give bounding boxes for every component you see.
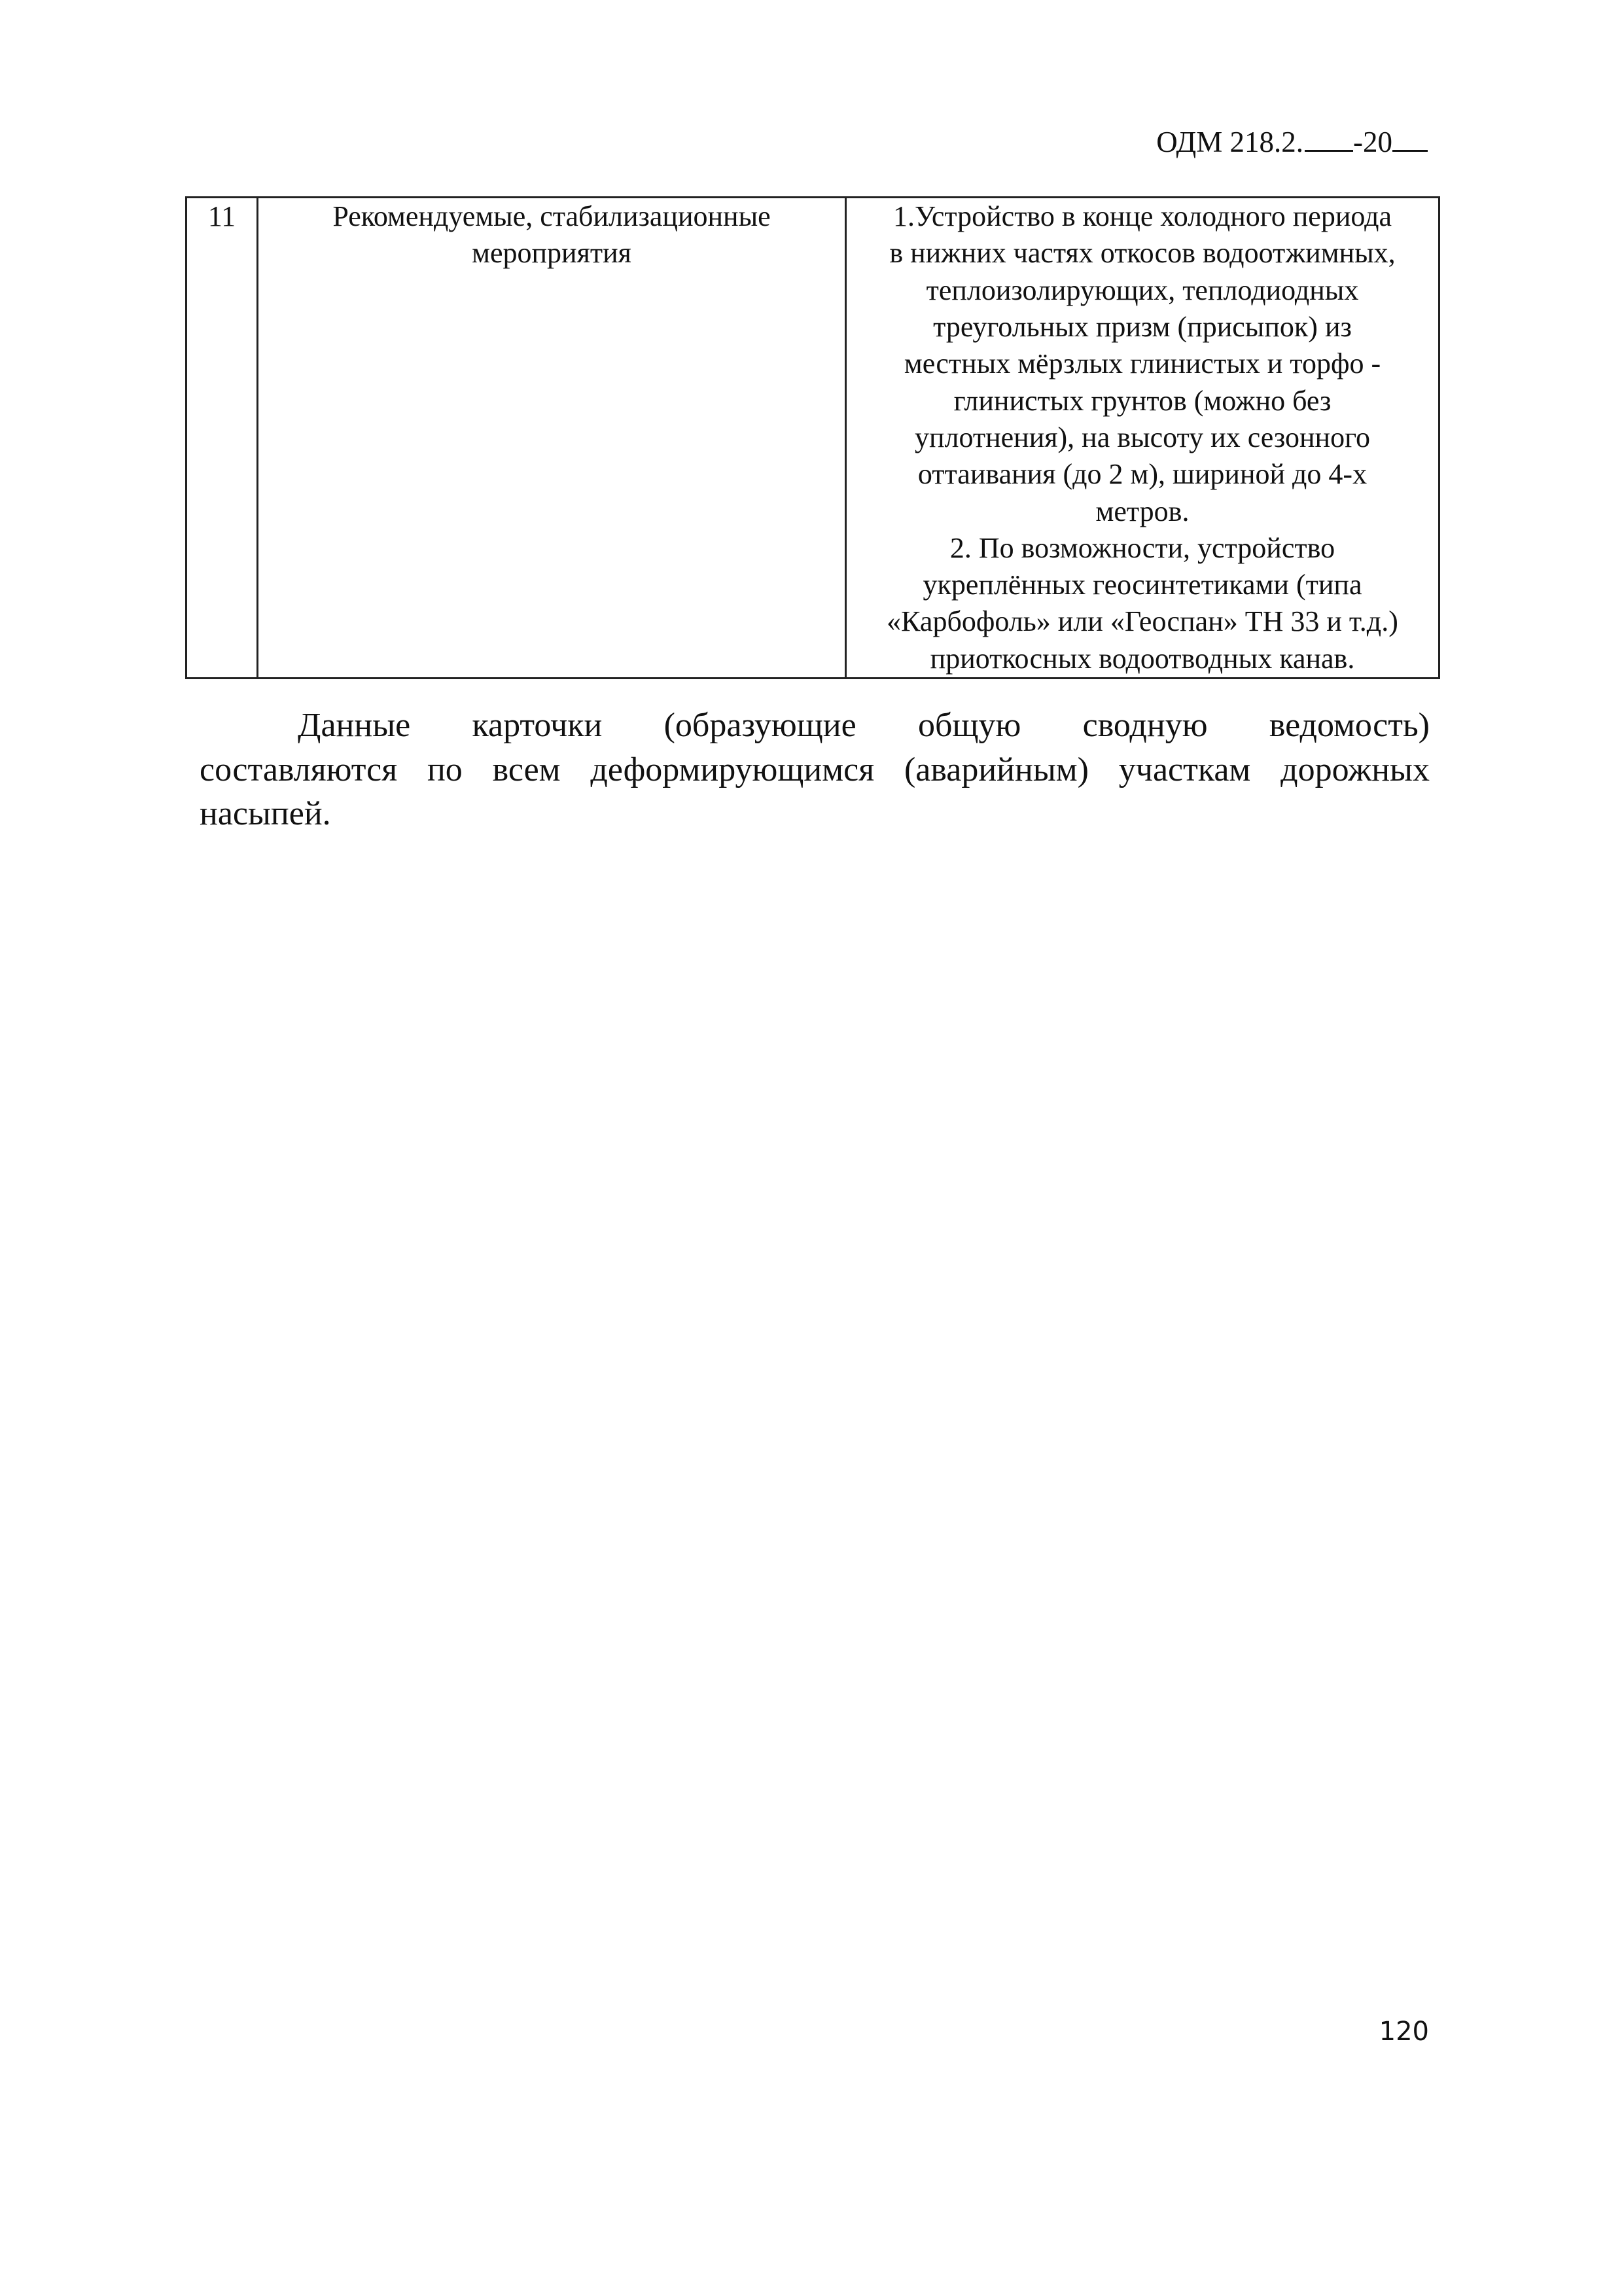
document-code-middle: -20 xyxy=(1353,126,1392,158)
description-line: приоткосных водоотводных канав. xyxy=(930,642,1355,675)
description-line: местных мёрзлых глинистых и торфо - xyxy=(904,347,1381,380)
row-name-line: Рекомендуемые, стабилизационные xyxy=(332,200,771,232)
table-row xyxy=(186,198,1439,679)
row-name-cell xyxy=(258,198,846,679)
description-line: теплоизолирующих, теплодиодных xyxy=(926,274,1359,306)
paragraph-line: составляются по всем деформирующимся (аварийным) участкам дорожных xyxy=(200,751,1430,788)
row-name-line: мероприятия xyxy=(472,237,631,270)
document-code-blank-2 xyxy=(1392,125,1428,152)
row-number-cell xyxy=(186,198,258,679)
description-line: уплотнения), на высоту их сезонного xyxy=(914,421,1371,453)
measures-table xyxy=(185,196,1440,679)
description-line: треугольных призм (присыпок) из xyxy=(933,310,1352,343)
body-paragraph xyxy=(200,703,1430,836)
page-number: 120 xyxy=(1379,2017,1429,2047)
description-line: оттаивания (до 2 м), шириной до 4-х xyxy=(917,458,1368,491)
row-number: 11 xyxy=(207,200,236,232)
document-code-prefix: ОДМ 218.2. xyxy=(1156,126,1303,158)
document-code xyxy=(1156,124,1428,160)
description-line: 2. По возможности, устройство xyxy=(949,531,1335,564)
paragraph-line: Данные карточки (образующие общую сводную ведомость) xyxy=(298,707,1430,744)
description-line: укреплённых геосинтетиками (типа xyxy=(923,569,1362,601)
paragraph-line: насыпей. xyxy=(200,795,331,833)
document-code-blank-1 xyxy=(1305,125,1353,152)
description-line: глинистых грунтов (можно без xyxy=(953,384,1332,417)
description-line: в нижних частях откосов водоотжимных, xyxy=(889,237,1396,270)
description-line: метров. xyxy=(1095,495,1190,527)
description-line: 1.Устройство в конце холодного периода xyxy=(892,200,1392,232)
row-description-cell xyxy=(846,198,1439,679)
description-line: «Карбофоль» или «Геоспан» ТН 33 и т.д.) xyxy=(887,605,1398,638)
